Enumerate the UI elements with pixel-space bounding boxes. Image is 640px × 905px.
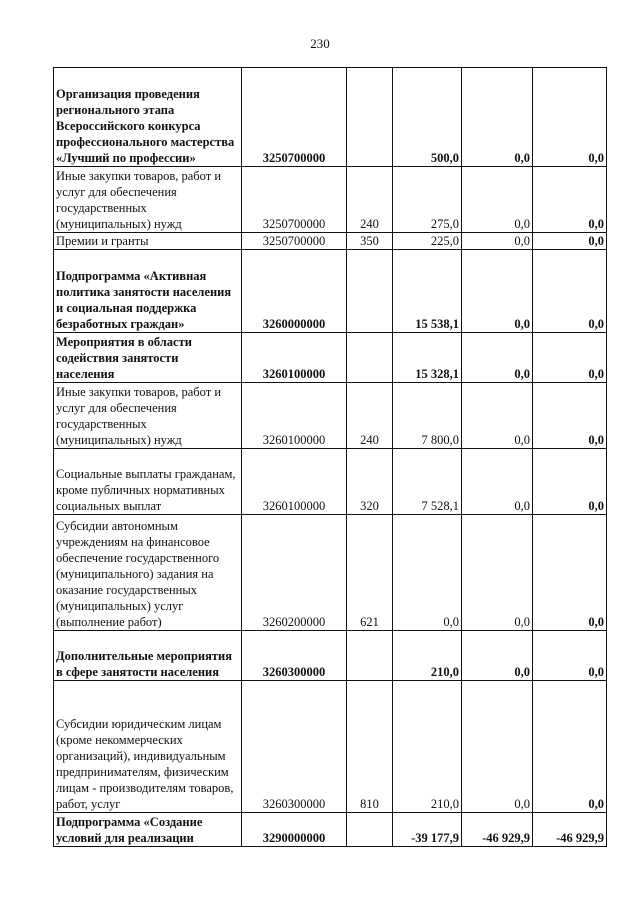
row-value-2: 0,0: [462, 333, 533, 383]
row-code: 3260300000: [242, 681, 347, 813]
row-code: 3250700000: [242, 233, 347, 250]
row-value-1: 7 528,1: [393, 449, 462, 515]
row-name: Субсидии автономным учреждениям на финансовое обеспечение государственного (муниципального) задания на оказание государственных (муниципальных) услуг (выполнение работ): [54, 515, 242, 631]
row-value-2: 0,0: [462, 515, 533, 631]
row-kind: 240: [347, 383, 393, 449]
row-code: 3260100000: [242, 383, 347, 449]
row-value-2: 0,0: [462, 233, 533, 250]
row-value-3: 0,0: [533, 681, 607, 813]
row-value-2: 0,0: [462, 681, 533, 813]
table-row: [54, 449, 607, 515]
table-row: [54, 233, 607, 250]
row-value-3: 0,0: [533, 383, 607, 449]
row-kind: [347, 631, 393, 681]
row-name: Организация проведения регионального этапа Всероссийского конкурса профессионального мастерства «Лучший по профессии»: [54, 68, 242, 167]
row-kind: 621: [347, 515, 393, 631]
row-kind: 320: [347, 449, 393, 515]
row-value-2: 0,0: [462, 167, 533, 233]
row-kind: 240: [347, 167, 393, 233]
row-value-3: 0,0: [533, 631, 607, 681]
row-value-2: 0,0: [462, 383, 533, 449]
budget-table-body: [54, 68, 607, 847]
row-name: Премии и гранты: [54, 233, 242, 250]
row-code: 3260000000: [242, 250, 347, 333]
row-value-3: 0,0: [533, 250, 607, 333]
row-value-2: 0,0: [462, 631, 533, 681]
table-row: [54, 333, 607, 383]
row-value-1: 275,0: [393, 167, 462, 233]
row-value-1: 15 538,1: [393, 250, 462, 333]
row-value-2: 0,0: [462, 449, 533, 515]
row-value-3: 0,0: [533, 449, 607, 515]
row-name: Дополнительные мероприятия в сфере занятости населения: [54, 631, 242, 681]
row-value-2: 0,0: [462, 250, 533, 333]
table-row: [54, 515, 607, 631]
row-value-1: 225,0: [393, 233, 462, 250]
row-kind: [347, 250, 393, 333]
row-name: Иные закупки товаров, работ и услуг для обеспечения государственных (муниципальных) нужд: [54, 383, 242, 449]
row-code: 3260200000: [242, 515, 347, 631]
row-value-1: 210,0: [393, 631, 462, 681]
page-number: 230: [310, 36, 330, 51]
row-code: 3290000000: [242, 813, 347, 847]
row-name: Мероприятия в области содействия занятости населения: [54, 333, 242, 383]
table-row: [54, 167, 607, 233]
row-value-1: 210,0: [393, 681, 462, 813]
row-name: Субсидии юридическим лицам (кроме некоммерческих организаций), индивидуальным предпринимателям, физическим лицам - производителям товаров, работ, услуг: [54, 681, 242, 813]
row-value-1: 15 328,1: [393, 333, 462, 383]
table-row: [54, 68, 607, 167]
table-row: [54, 813, 607, 847]
row-value-2: 0,0: [462, 68, 533, 167]
row-value-3: 0,0: [533, 167, 607, 233]
row-name: Иные закупки товаров, работ и услуг для обеспечения государственных (муниципальных) нужд: [54, 167, 242, 233]
row-name: Подпрограмма «Активная политика занятости населения и социальная поддержка безработных граждан»: [54, 250, 242, 333]
row-value-1: -39 177,9: [393, 813, 462, 847]
table-row: [54, 681, 607, 813]
row-value-1: 0,0: [393, 515, 462, 631]
row-code: 3260100000: [242, 333, 347, 383]
row-value-3: 0,0: [533, 333, 607, 383]
row-name: Социальные выплаты гражданам, кроме публичных нормативных социальных выплат: [54, 449, 242, 515]
row-value-3: 0,0: [533, 68, 607, 167]
row-kind: 810: [347, 681, 393, 813]
table-row: [54, 250, 607, 333]
budget-table: [53, 67, 607, 847]
row-code: 3250700000: [242, 68, 347, 167]
row-value-1: 7 800,0: [393, 383, 462, 449]
row-name: Подпрограмма «Создание условий для реализации: [54, 813, 242, 847]
row-code: 3250700000: [242, 167, 347, 233]
row-kind: [347, 813, 393, 847]
row-value-3: -46 929,9: [533, 813, 607, 847]
row-value-3: 0,0: [533, 515, 607, 631]
table-row: [54, 383, 607, 449]
row-code: 3260100000: [242, 449, 347, 515]
table-row: [54, 631, 607, 681]
row-code: 3260300000: [242, 631, 347, 681]
row-value-2: -46 929,9: [462, 813, 533, 847]
row-value-3: 0,0: [533, 233, 607, 250]
row-kind: [347, 333, 393, 383]
row-kind: 350: [347, 233, 393, 250]
row-value-1: 500,0: [393, 68, 462, 167]
row-kind: [347, 68, 393, 167]
